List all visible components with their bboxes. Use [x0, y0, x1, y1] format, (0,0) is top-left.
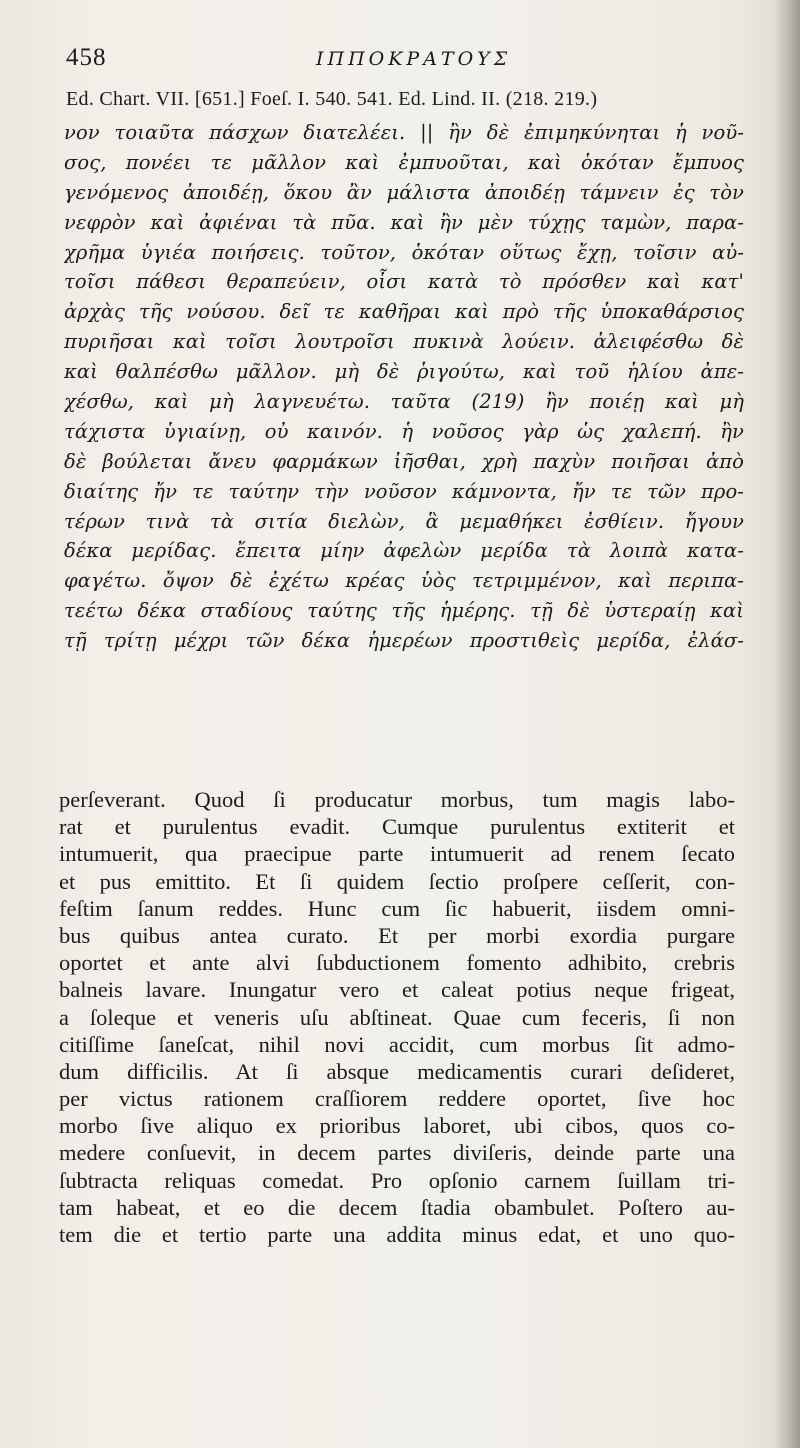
greek-line: νον τοιαῦτα πάσχων διατελέει. || ἢν δὲ ἐπιμηκύνηται ἡ νοῦ- — [64, 121, 744, 144]
greek-line: τεέτω δέκα σταδίους ταύτης τῆς ἡμέρης. τῇ δὲ ὑστεραίῃ καὶ — [64, 599, 744, 623]
running-title: ΙΠΠΟΚΡΑΤΟΥΣ — [316, 48, 512, 70]
latin-line: perſeverant. Quod ſi producatur morbus, tum magis labo- — [59, 787, 735, 812]
page-header — [66, 44, 746, 78]
greek-line: τέρων τινὰ τὰ σιτία διελὼν, ἃ μεμαθήκει ἐσθίειν. ἤγουν — [64, 509, 744, 533]
latin-line: intumuerit, qua praecipue parte intumuerit ad renem ſecato — [59, 841, 735, 867]
latin-line: medere conſuevit, in decem partes diviſeris, deinde parte una — [59, 1140, 735, 1166]
latin-line: citiſſime ſaneſcat, nihil novi accidit, cum morbus ſit admo- — [59, 1031, 735, 1057]
greek-line: νεφρὸν καὶ ἀφιέναι τὰ πῦα. καὶ ἢν μὲν τύχῃς ταμὼν, παρα- — [64, 210, 744, 234]
latin-line: rat et purulentus evadit. Cumque purulentus extiterit et — [59, 814, 735, 840]
latin-line: et pus emittito. Et ſi quidem ſectio proſpere ceſſerit, con- — [59, 868, 735, 894]
latin-line: ſubtracta reliquas comedat. Pro opſonio carnem ſuillam tri- — [59, 1167, 735, 1193]
latin-line: dum difficilis. At ſi absque medicamentis curari deſideret, — [59, 1058, 735, 1084]
page-number: 458 — [66, 44, 107, 71]
greek-line: τοῖσι πάθεσι θεραπεύειν, οἷσι κατὰ τὸ πρόσθεν καὶ κατ' — [64, 270, 744, 294]
latin-line: balneis lavare. Inungatur vero et caleat potius neque frigeat, — [59, 977, 735, 1003]
greek-line: γενόμενος ἀποιδέῃ, ὅκου ἂν μάλιστα ἀποιδέῃ τάμνειν ἐς τὸν — [64, 180, 744, 204]
edition-reference: Ed. Chart. VII. [651.] Foeſ. I. 540. 541. Ed. Lind. II. (218. 219.) — [66, 88, 598, 110]
greek-line: χρῆμα ὑγιέα ποιήσεις. τοῦτον, ὁκόταν οὕτως ἔχῃ, τοῖσιν αὐ- — [64, 240, 744, 264]
greek-line: πυριῆσαι καὶ τοῖσι λουτροῖσι πυκινὰ λούειν. ἀλειφέσθω δὲ — [64, 330, 744, 354]
greek-line: τάχιστα ὑγιαίνῃ, οὐ καινόν. ἡ νοῦσος γὰρ ὡς χαλεπή. ἢν — [64, 419, 744, 443]
greek-line: φαγέτω. ὄψον δὲ ἐχέτω κρέας ὑὸς τετριμμένον, καὶ περιπα- — [64, 569, 744, 593]
greek-line: διαίτης ἤν τε ταύτην τὴν νοῦσον κάμνοντα, ἤν τε τῶν προ- — [64, 479, 744, 503]
latin-line: feſtim ſanum reddes. Hunc cum ſic habuerit, iisdem omni- — [59, 895, 735, 921]
greek-line: ἀρχὰς τῆς νούσου. δεῖ τε καθῆραι καὶ πρὸ τῆς ὑποκαθάρσιος — [64, 300, 744, 324]
page-gutter-shadow — [774, 0, 800, 1448]
greek-line: δὲ βούλεται ἄνευ φαρμάκων ἰῆσθαι, χρὴ παχὺν ποιῆσαι ἀπὸ — [64, 449, 744, 473]
greek-line: τῇ τρίτῃ μέχρι τῶν δέκα ἡμερέων προστιθεὶς μερίδα, ἐλάσ- — [64, 629, 744, 653]
latin-line: oportet et ante alvi ſubductionem fomento adhibito, crebris — [59, 950, 735, 976]
greek-line: χέσθω, καὶ μὴ λαγνευέτω. ταῦτα (219) ἢν ποιέῃ καὶ μὴ — [64, 390, 744, 414]
latin-line: tam habeat, et eo die decem ſtadia obambulet. Poſtero au- — [59, 1194, 735, 1220]
latin-line: tem die et tertio parte una addita minus edat, et uno quo- — [59, 1222, 735, 1247]
latin-line: a ſoleque et veneris uſu abſtineat. Quae cum feceris, ſi non — [59, 1004, 735, 1030]
greek-text-block — [64, 118, 744, 656]
greek-line: σος, πονέει τε μᾶλλον καὶ ἐμπυοῦται, καὶ ὁκόταν ἔμπυος — [64, 150, 744, 174]
latin-translation-block — [59, 786, 735, 1248]
latin-line: morbo ſive aliquo ex prioribus laboret, ubi cibos, quos co- — [59, 1113, 735, 1139]
latin-line: bus quibus antea curato. Et per morbi exordia purgare — [59, 922, 735, 948]
greek-line: δέκα μερίδας. ἔπειτα μίην ἀφελὼν μερίδα τὰ λοιπὰ κατα- — [64, 539, 744, 563]
latin-line: per victus rationem craſſiorem reddere oportet, ſive hoc — [59, 1086, 735, 1112]
greek-line: καὶ θαλπέσθω μᾶλλον. μὴ δὲ ῥιγούτω, καὶ τοῦ ἡλίου ἀπε- — [64, 360, 744, 384]
